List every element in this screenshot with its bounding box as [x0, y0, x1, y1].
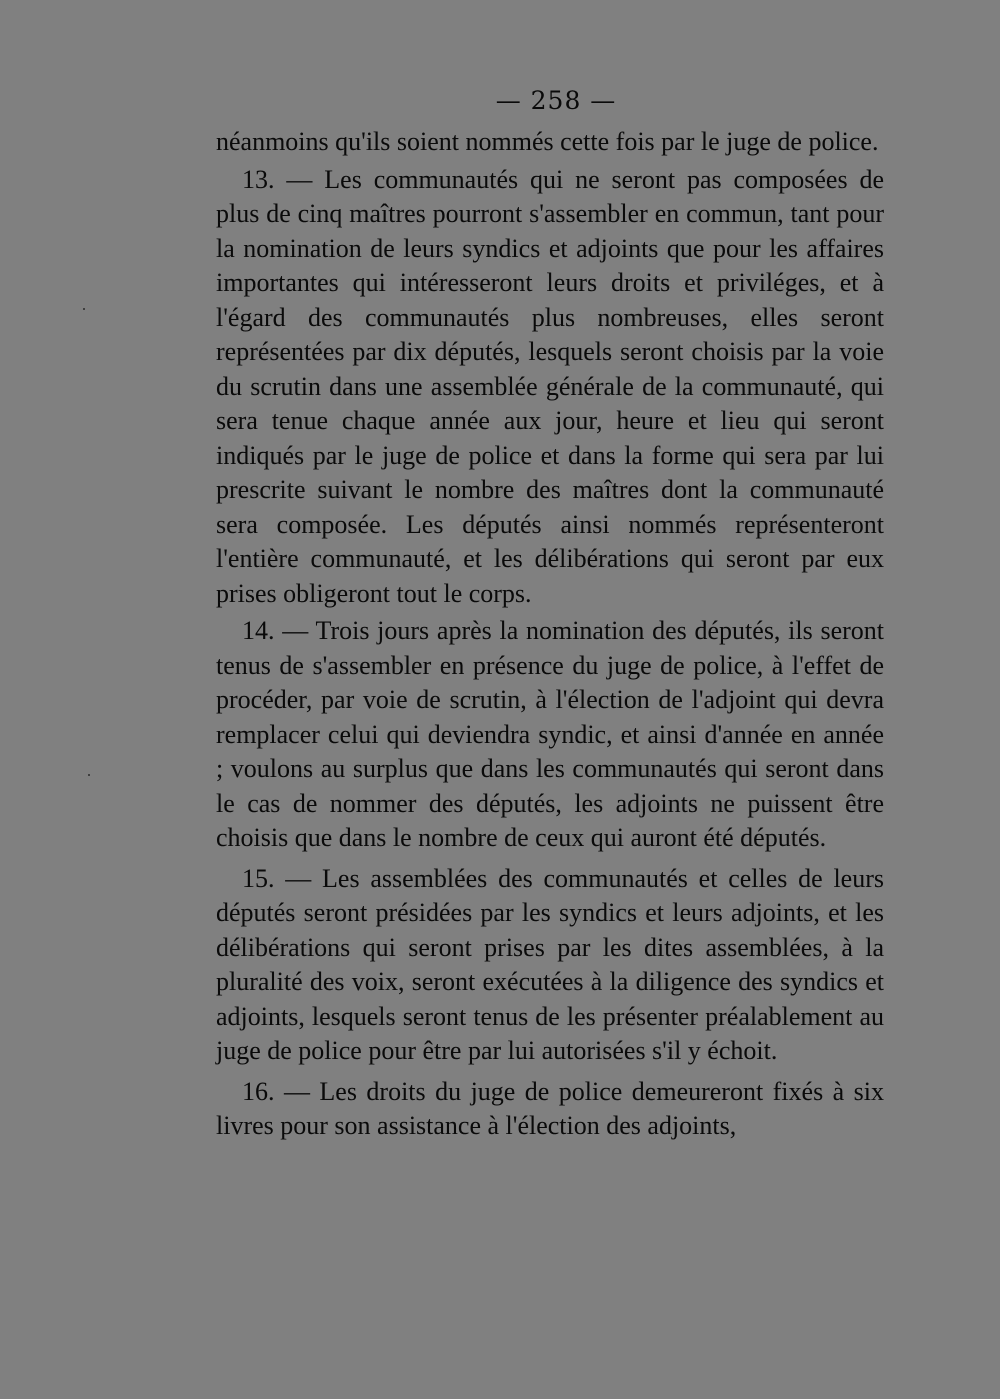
article-13 — [216, 163, 884, 612]
article-number: 14. — [242, 616, 275, 645]
article-14 — [216, 614, 884, 856]
page-number: — 258 — — [495, 86, 617, 115]
article-15 — [216, 862, 884, 1069]
article-number: 16. — [242, 1076, 275, 1106]
scan-speck — [88, 774, 90, 776]
scan-speck — [83, 308, 85, 310]
article-text: — Les droits du juge de police demeureront fixés à six livres pour son assistance à l'élection des adjoints, — [216, 1076, 884, 1140]
article-text: — Les assemblées des communautés et celles de leurs députés seront présidées par les syndics et leurs adjoints, et les délibérations qui seront prises par les dites assemblées, à la pluralité des voix, seront exécutées à la diligence des syndics et adjoints, lesquels seront tenus de les présenter préalablement au juge de police pour être par lui autorisées s'il y échoit. — [216, 863, 884, 1065]
body-text — [216, 125, 884, 1144]
paragraph-text: néanmoins qu'ils soient nommés cette fois par le juge de police. — [216, 127, 879, 156]
article-number: 15. — [242, 863, 275, 893]
article-text: — Les communautés qui ne seront pas composées de plus de cinq maîtres pourront s'assembler en commun, tant pour la nomination de leurs syndics et adjoints que pour les affaires importantes qui intéresseront leurs droits et priviléges, et à l'égard des communautés plus nombreuses, elles seront représentées par dix députés, lesquels seront choisis par la voie du scrutin dans une assemblée générale de la communauté, qui sera tenue chaque année aux jour, heure et lieu qui seront indiqués par le juge de police et dans la forme qui sera par lui prescrite suivant le nombre des maîtres dont la communauté sera composée. Les députés ainsi nommés représenteront l'entière communauté, et les délibérations qui seront par eux prises obligeront tout le corps. — [216, 164, 884, 608]
paragraph-continuation — [216, 125, 884, 160]
article-text: — Trois jours après la nomination des députés, ils seront tenus de s'assembler en présence du juge de police, à l'effet de procéder, par voie de scrutin, à l'élection de l'adjoint qui devra remplacer celui qui deviendra syndic, et ainsi d'année en année ; voulons au surplus que dans les communautés qui seront dans le cas de nommer des députés, les adjoints ne puissent être choisis que dans le nombre de ceux qui auront été députés. — [216, 616, 884, 852]
article-16 — [216, 1075, 884, 1144]
article-number: 13. — [242, 164, 275, 194]
